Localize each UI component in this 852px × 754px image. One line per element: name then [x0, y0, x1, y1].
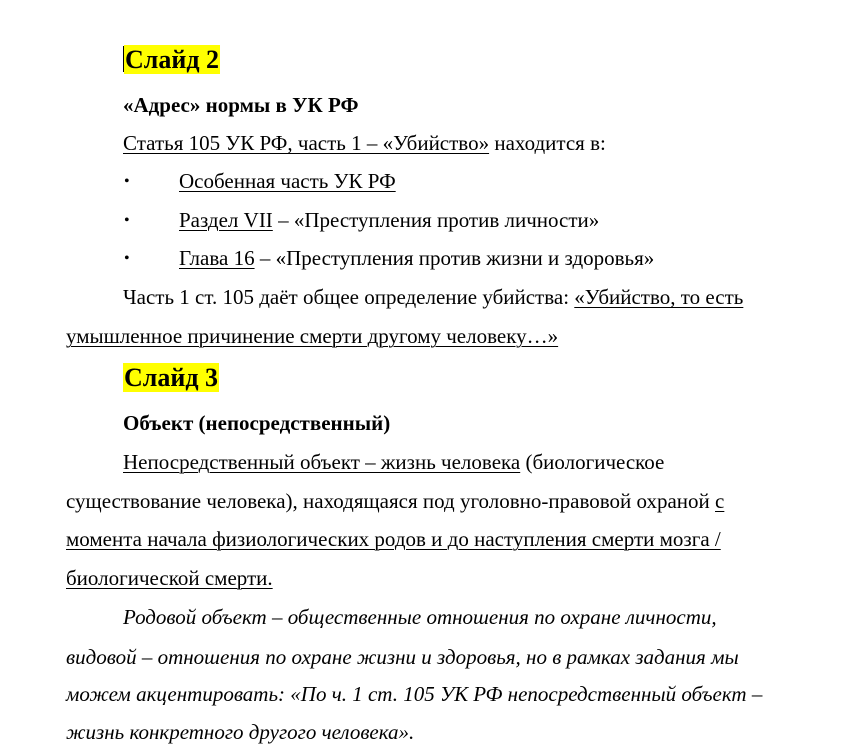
p2-line-3: можем акцентировать: «По ч. 1 ст. 105 УК РФ непосредственный объект – [66, 682, 763, 706]
bullet-rest: – «Преступления против личности» [272, 208, 600, 232]
bullet-link: Раздел VII [179, 208, 273, 232]
definition-line-1 [123, 284, 822, 310]
p2-line-2: видовой – отношения по охране жизни и здоровья, но в рамках задания мы [66, 645, 739, 669]
p1-link-mid: момента начала физиологических родов и до наступления смерти мозга / [66, 527, 721, 551]
p1-rest: (биологическое [520, 450, 665, 474]
definition-line-2 [66, 323, 822, 349]
definition-plain: Часть 1 ст. 105 даёт общее определение убийства: [123, 285, 575, 309]
bullet-marker: • [124, 212, 130, 229]
definition-link-2: умышленное причинение смерти другому человеку…» [66, 324, 559, 348]
object-link: Непосредственный объект – жизнь человека [123, 450, 521, 474]
slide2-heading-line [123, 44, 822, 76]
bullet-link: Особенная часть УК РФ [179, 169, 396, 193]
intro-rest: находится в: [489, 131, 606, 155]
bullet-rest: – «Преступления против жизни и здоровья» [254, 246, 655, 270]
slide2-intro [123, 130, 822, 156]
p2-line-4: жизнь конкретного другого человека». [66, 720, 415, 744]
p1-line-3 [66, 526, 822, 552]
bullet-marker: • [124, 173, 130, 190]
slide2-heading: Слайд 2 [125, 45, 219, 74]
p1-plain: существование человека), находящаяся под уголовно-правовой охраной [66, 489, 716, 513]
p2-line-1: Родовой объект – общественные отношения по охране личности, [123, 605, 717, 629]
p1-link-start: с [715, 489, 725, 513]
slide2-subheading: «Адрес» нормы в УК РФ [123, 93, 359, 117]
p1-line-4 [66, 565, 822, 591]
slide3-subheading: Объект (непосредственный) [123, 411, 391, 435]
p1-line-2 [66, 488, 822, 514]
bullet-link: Глава 16 [179, 246, 255, 270]
bullet-marker: • [124, 250, 130, 267]
article-link: Статья 105 УК РФ, часть 1 – «Убийство» [123, 131, 490, 155]
slide3-heading-line [123, 362, 822, 394]
slide3-heading: Слайд 3 [124, 363, 218, 392]
list-item [179, 207, 599, 233]
definition-link-1: «Убийство, то есть [574, 285, 744, 309]
list-item [179, 168, 396, 194]
p1-link-end: биологической смерти. [66, 566, 273, 590]
p1-line-1 [123, 449, 822, 475]
list-item [179, 245, 654, 271]
